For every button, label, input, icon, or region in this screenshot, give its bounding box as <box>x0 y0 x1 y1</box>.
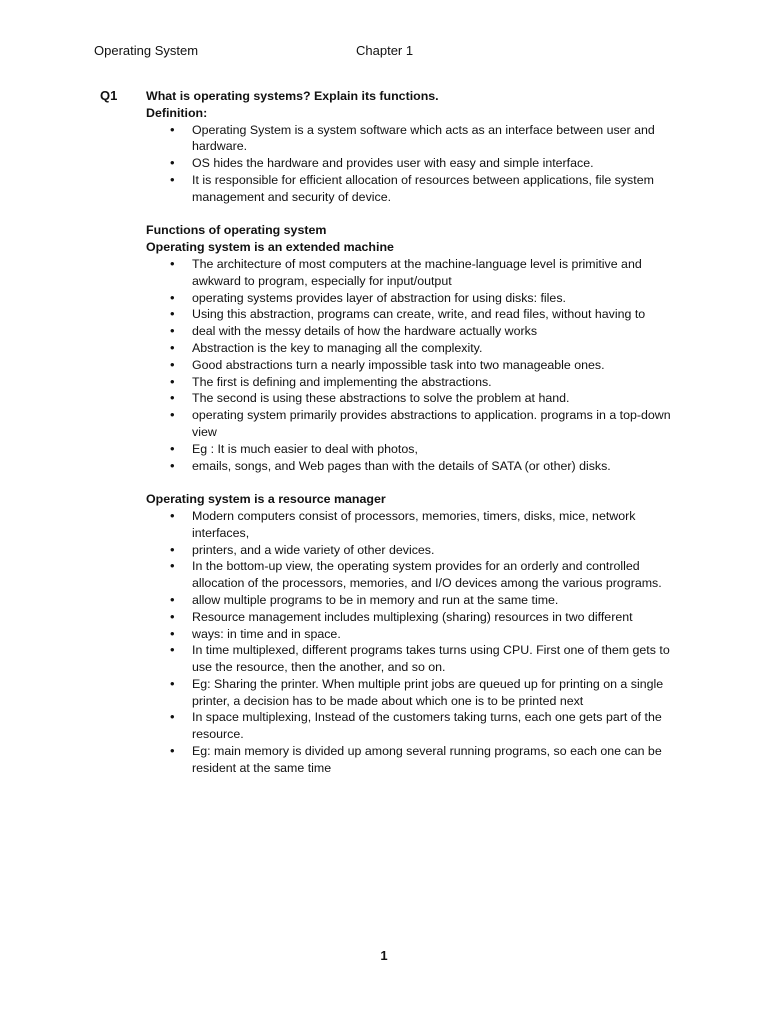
extended-machine-list <box>146 256 686 474</box>
list-item: • Abstraction is the key to managing all the complexity. <box>192 340 686 357</box>
list-item: • The first is defining and implementing the abstractions. <box>192 374 686 391</box>
spacer <box>146 474 686 491</box>
list-item: • deal with the messy details of how the hardware actually works <box>192 323 686 340</box>
list-item: • OS hides the hardware and provides user with easy and simple interface. <box>192 155 686 172</box>
list-item: • ways: in time and in space. <box>192 626 686 643</box>
spacer <box>146 206 686 223</box>
question-content <box>146 88 686 777</box>
page-number: 1 <box>380 948 388 963</box>
list-item: • In the bottom-up view, the operating system provides for an orderly and controlled allocation of the processors, memories, and I/O devices among the various programs. <box>192 558 686 592</box>
functions-heading: Functions of operating system <box>146 223 327 238</box>
list-item: • The architecture of most computers at the machine-language level is primitive and awkward to program, especially for input/output <box>192 256 686 290</box>
list-item: • printers, and a wide variety of other devices. <box>192 542 686 559</box>
list-item: • Resource management includes multiplexing (sharing) resources in two different <box>192 609 686 626</box>
extended-machine-heading: Operating system is an extended machine <box>146 240 394 255</box>
question-number: Q1 <box>100 88 118 103</box>
list-item: • Eg : It is much easier to deal with photos, <box>192 441 686 458</box>
definition-heading: Definition: <box>146 105 208 120</box>
list-item: • In space multiplexing, Instead of the customers taking turns, each one gets part of the resource. <box>192 709 686 743</box>
list-item: • Operating System is a system software which acts as an interface between user and hardware. <box>192 122 686 156</box>
list-item: • Eg: main memory is divided up among several running programs, so each one can be resident at the same time <box>192 743 686 777</box>
list-item: • It is responsible for efficient allocation of resources between applications, file system management and security of device. <box>192 172 686 206</box>
list-item: • Modern computers consist of processors, memories, timers, disks, mice, network interfaces, <box>192 508 686 542</box>
list-item: • In time multiplexed, different programs takes turns using CPU. First one of them gets to use the resource, then the another, and so on. <box>192 642 686 676</box>
list-item: • Eg: Sharing the printer. When multiple print jobs are queued up for printing on a single printer, a decision has to be made about which one is to be printed next <box>192 676 686 710</box>
definition-list <box>146 122 686 206</box>
resource-manager-heading: Operating system is a resource manager <box>146 492 386 507</box>
question-title: What is operating systems? Explain its functions. <box>146 89 439 103</box>
header-subject: Operating System <box>94 43 199 58</box>
resource-manager-list <box>146 508 686 777</box>
list-item: • Good abstractions turn a nearly impossible task into two manageable ones. <box>192 357 686 374</box>
list-item: • Using this abstraction, programs can create, write, and read files, without having to <box>192 306 686 323</box>
list-item: • The second is using these abstractions to solve the problem at hand. <box>192 390 686 407</box>
header-chapter: Chapter 1 <box>356 43 414 58</box>
list-item: • emails, songs, and Web pages than with the details of SATA (or other) disks. <box>192 458 686 475</box>
list-item: • operating system primarily provides abstractions to application. programs in a top-down view <box>192 407 686 441</box>
list-item: • operating systems provides layer of abstraction for using disks: files. <box>192 290 686 307</box>
list-item: • allow multiple programs to be in memory and run at the same time. <box>192 592 686 609</box>
